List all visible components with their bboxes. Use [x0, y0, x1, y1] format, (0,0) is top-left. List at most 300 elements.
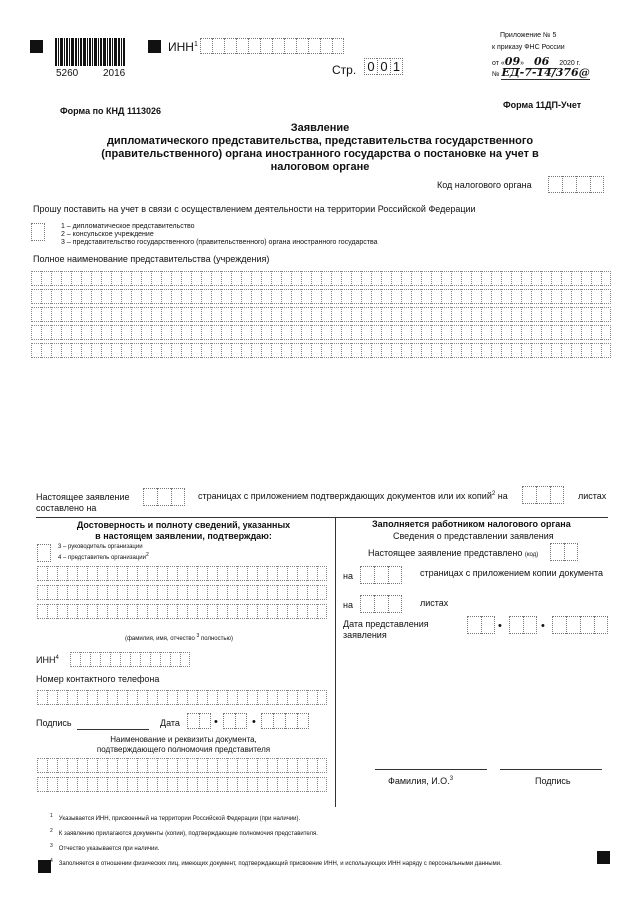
entry-cell[interactable]: [291, 271, 301, 286]
entry-cell[interactable]: [127, 758, 137, 773]
entry-cell[interactable]: [97, 690, 107, 705]
entry-cell[interactable]: [147, 566, 157, 581]
entry-cell[interactable]: [331, 325, 341, 340]
entry-cell[interactable]: [481, 271, 491, 286]
type-code-cell[interactable]: [31, 223, 45, 241]
entry-cell[interactable]: [207, 585, 217, 600]
entry-cell[interactable]: [571, 271, 581, 286]
entry-cell[interactable]: [81, 325, 91, 340]
presented-code-cells[interactable]: [550, 543, 578, 561]
entry-cell[interactable]: [91, 325, 101, 340]
sheets-count-cells[interactable]: [522, 486, 564, 504]
entry-cell[interactable]: [531, 289, 541, 304]
entry-cell[interactable]: [41, 343, 51, 358]
entry-cell[interactable]: [150, 652, 160, 667]
entry-cell[interactable]: [461, 307, 471, 322]
entry-cell[interactable]: [321, 271, 331, 286]
entry-cell[interactable]: [521, 325, 531, 340]
entry-cell[interactable]: [130, 652, 140, 667]
entry-cell[interactable]: [491, 289, 501, 304]
entry-cell[interactable]: [321, 325, 331, 340]
entry-cell[interactable]: [291, 343, 301, 358]
entry-cell[interactable]: [227, 777, 237, 792]
entry-cell[interactable]: [117, 566, 127, 581]
entry-cell[interactable]: [31, 271, 41, 286]
entry-cell[interactable]: [291, 289, 301, 304]
entry-cell[interactable]: [147, 585, 157, 600]
entry-cell[interactable]: [307, 604, 317, 619]
entry-cell[interactable]: [137, 604, 147, 619]
entry-cell[interactable]: [201, 325, 211, 340]
entry-cell[interactable]: [281, 325, 291, 340]
entry-cell[interactable]: [67, 585, 77, 600]
entry-cell[interactable]: [221, 307, 231, 322]
entry-cell[interactable]: [241, 307, 251, 322]
entry-cell[interactable]: [371, 325, 381, 340]
entry-cell[interactable]: [191, 325, 201, 340]
entry-cell[interactable]: [361, 343, 371, 358]
entry-cell[interactable]: [231, 325, 241, 340]
entry-cell[interactable]: [251, 307, 261, 322]
entry-cell[interactable]: [71, 271, 81, 286]
entry-cell[interactable]: [351, 271, 361, 286]
entry-cell[interactable]: [317, 585, 327, 600]
entry-cell[interactable]: [131, 343, 141, 358]
entry-cell[interactable]: [61, 307, 71, 322]
entry-cell[interactable]: [167, 690, 177, 705]
entry-cell[interactable]: [71, 289, 81, 304]
entry-cell[interactable]: [441, 343, 451, 358]
entry-cell[interactable]: [77, 604, 87, 619]
entry-cell[interactable]: [227, 566, 237, 581]
entry-cell[interactable]: [591, 289, 601, 304]
entry-cell[interactable]: [591, 343, 601, 358]
pages-count-cells[interactable]: [143, 488, 185, 506]
entry-cell[interactable]: [291, 325, 301, 340]
entry-cell[interactable]: [227, 758, 237, 773]
entry-cell[interactable]: [391, 343, 401, 358]
entry-cell[interactable]: [391, 307, 401, 322]
entry-cell[interactable]: [177, 777, 187, 792]
entry-cell[interactable]: [231, 343, 241, 358]
entry-cell[interactable]: [241, 343, 251, 358]
entry-cell[interactable]: [47, 585, 57, 600]
entry-cell[interactable]: [471, 343, 481, 358]
entry-cell[interactable]: [47, 777, 57, 792]
entry-cell[interactable]: [77, 758, 87, 773]
entry-cell[interactable]: [217, 566, 227, 581]
entry-cell[interactable]: [141, 343, 151, 358]
entry-cell[interactable]: [441, 289, 451, 304]
entry-cell[interactable]: [351, 289, 361, 304]
entry-cell[interactable]: [281, 307, 291, 322]
entry-cell[interactable]: [381, 307, 391, 322]
entry-cell[interactable]: [271, 325, 281, 340]
entry-cell[interactable]: [241, 271, 251, 286]
entry-cell[interactable]: [97, 758, 107, 773]
entry-cell[interactable]: [117, 690, 127, 705]
entry-cell[interactable]: [61, 343, 71, 358]
entry-cell[interactable]: [551, 343, 561, 358]
entry-cell[interactable]: [431, 325, 441, 340]
entry-cell[interactable]: [501, 325, 511, 340]
entry-cell[interactable]: [101, 271, 111, 286]
entry-cell[interactable]: [221, 343, 231, 358]
entry-cell[interactable]: [140, 652, 150, 667]
entry-cell[interactable]: [217, 758, 227, 773]
signature-line[interactable]: [77, 729, 149, 730]
entry-cell[interactable]: [151, 343, 161, 358]
entry-cell[interactable]: [287, 777, 297, 792]
entry-cell[interactable]: [87, 690, 97, 705]
entry-cell[interactable]: [371, 271, 381, 286]
entry-cell[interactable]: [161, 343, 171, 358]
entry-cell[interactable]: [207, 758, 217, 773]
entry-cell[interactable]: [100, 652, 110, 667]
entry-cell[interactable]: [591, 307, 601, 322]
entry-cell[interactable]: [287, 566, 297, 581]
entry-cell[interactable]: [51, 325, 61, 340]
entry-cell[interactable]: [157, 690, 167, 705]
entry-cell[interactable]: [311, 271, 321, 286]
entry-cell[interactable]: [70, 652, 80, 667]
entry-cell[interactable]: [137, 566, 147, 581]
entry-cell[interactable]: [51, 343, 61, 358]
entry-cell[interactable]: [81, 289, 91, 304]
entry-cell[interactable]: [80, 652, 90, 667]
entry-cell[interactable]: [127, 604, 137, 619]
entry-cell[interactable]: [97, 777, 107, 792]
entry-cell[interactable]: [561, 325, 571, 340]
entry-cell[interactable]: [287, 585, 297, 600]
entry-cell[interactable]: [81, 271, 91, 286]
entry-cell[interactable]: [201, 343, 211, 358]
entry-cell[interactable]: [481, 307, 491, 322]
entry-cell[interactable]: [297, 777, 307, 792]
entry-cell[interactable]: [201, 289, 211, 304]
entry-cell[interactable]: [311, 307, 321, 322]
entry-cell[interactable]: [401, 307, 411, 322]
entry-cell[interactable]: [267, 566, 277, 581]
entry-cell[interactable]: [411, 307, 421, 322]
entry-cell[interactable]: [571, 307, 581, 322]
entry-cell[interactable]: [251, 325, 261, 340]
entry-cell[interactable]: [121, 271, 131, 286]
entry-cell[interactable]: [481, 325, 491, 340]
entry-cell[interactable]: [171, 307, 181, 322]
entry-cell[interactable]: [511, 343, 521, 358]
entry-cell[interactable]: [197, 604, 207, 619]
entry-cell[interactable]: [157, 585, 167, 600]
entry-cell[interactable]: [47, 604, 57, 619]
entry-cell[interactable]: [361, 307, 371, 322]
entry-cell[interactable]: [127, 585, 137, 600]
entry-cell[interactable]: [141, 271, 151, 286]
entry-cell[interactable]: [67, 690, 77, 705]
entry-cell[interactable]: [121, 325, 131, 340]
entry-cell[interactable]: [267, 690, 277, 705]
entry-cell[interactable]: [37, 604, 47, 619]
entry-cell[interactable]: [307, 566, 317, 581]
entry-cell[interactable]: [521, 343, 531, 358]
entry-cell[interactable]: [167, 604, 177, 619]
entry-cell[interactable]: [561, 307, 571, 322]
entry-cell[interactable]: [127, 566, 137, 581]
entry-cell[interactable]: [187, 777, 197, 792]
entry-cell[interactable]: [157, 604, 167, 619]
entry-cell[interactable]: [341, 271, 351, 286]
entry-cell[interactable]: [281, 271, 291, 286]
entry-cell[interactable]: [541, 307, 551, 322]
entry-cell[interactable]: [57, 758, 67, 773]
entry-cell[interactable]: [187, 758, 197, 773]
entry-cell[interactable]: [110, 652, 120, 667]
entry-cell[interactable]: [381, 271, 391, 286]
entry-cell[interactable]: [267, 777, 277, 792]
entry-cell[interactable]: [591, 271, 601, 286]
entry-cell[interactable]: [111, 325, 121, 340]
entry-cell[interactable]: [551, 289, 561, 304]
entry-cell[interactable]: [277, 758, 287, 773]
entry-cell[interactable]: [301, 343, 311, 358]
entry-cell[interactable]: [67, 777, 77, 792]
entry-cell[interactable]: [601, 271, 611, 286]
entry-cell[interactable]: [317, 777, 327, 792]
entry-cell[interactable]: [181, 289, 191, 304]
entry-cell[interactable]: [107, 604, 117, 619]
entry-cell[interactable]: [51, 271, 61, 286]
entry-cell[interactable]: [441, 307, 451, 322]
entry-cell[interactable]: [341, 307, 351, 322]
entry-cell[interactable]: [161, 307, 171, 322]
entry-cell[interactable]: [471, 325, 481, 340]
entry-cell[interactable]: [261, 289, 271, 304]
entry-cell[interactable]: [501, 289, 511, 304]
entry-cell[interactable]: [297, 566, 307, 581]
entry-cell[interactable]: [31, 289, 41, 304]
entry-cell[interactable]: [441, 271, 451, 286]
entry-cell[interactable]: [297, 585, 307, 600]
entry-cell[interactable]: [211, 271, 221, 286]
entry-cell[interactable]: [181, 307, 191, 322]
entry-cell[interactable]: [131, 271, 141, 286]
entry-cell[interactable]: [491, 325, 501, 340]
entry-cell[interactable]: [197, 777, 207, 792]
entry-cell[interactable]: [187, 585, 197, 600]
entry-cell[interactable]: [121, 307, 131, 322]
entry-cell[interactable]: [251, 271, 261, 286]
entry-cell[interactable]: [107, 690, 117, 705]
signer-inn-cells[interactable]: [70, 652, 190, 667]
entry-cell[interactable]: [191, 307, 201, 322]
entry-cell[interactable]: [41, 325, 51, 340]
entry-cell[interactable]: [521, 289, 531, 304]
entry-cell[interactable]: [257, 566, 267, 581]
entry-cell[interactable]: [321, 289, 331, 304]
entry-cell[interactable]: [131, 325, 141, 340]
entry-cell[interactable]: [77, 566, 87, 581]
entry-cell[interactable]: [67, 566, 77, 581]
tax-code-cells[interactable]: [548, 176, 604, 193]
entry-cell[interactable]: [87, 604, 97, 619]
entry-cell[interactable]: [37, 690, 47, 705]
entry-cell[interactable]: [221, 271, 231, 286]
entry-cell[interactable]: [431, 343, 441, 358]
entry-cell[interactable]: [117, 777, 127, 792]
entry-cell[interactable]: [141, 325, 151, 340]
entry-cell[interactable]: [187, 604, 197, 619]
entry-cell[interactable]: [581, 343, 591, 358]
entry-cell[interactable]: [171, 343, 181, 358]
entry-cell[interactable]: [381, 289, 391, 304]
signer-type-cell[interactable]: [37, 544, 51, 562]
entry-cell[interactable]: [411, 289, 421, 304]
entry-cell[interactable]: [281, 289, 291, 304]
entry-cell[interactable]: [307, 690, 317, 705]
entry-cell[interactable]: [257, 585, 267, 600]
entry-cell[interactable]: [321, 307, 331, 322]
entry-cell[interactable]: [227, 585, 237, 600]
entry-cell[interactable]: [67, 604, 77, 619]
entry-cell[interactable]: [581, 271, 591, 286]
entry-cell[interactable]: [601, 325, 611, 340]
entry-cell[interactable]: [111, 289, 121, 304]
entry-cell[interactable]: [451, 289, 461, 304]
entry-cell[interactable]: [117, 585, 127, 600]
entry-cell[interactable]: [201, 307, 211, 322]
entry-cell[interactable]: [291, 307, 301, 322]
entry-cell[interactable]: [301, 271, 311, 286]
entry-cell[interactable]: [491, 307, 501, 322]
entry-cell[interactable]: [271, 343, 281, 358]
entry-cell[interactable]: [57, 690, 67, 705]
entry-cell[interactable]: [97, 604, 107, 619]
entry-cell[interactable]: [311, 343, 321, 358]
entry-cell[interactable]: [297, 758, 307, 773]
entry-cell[interactable]: [271, 307, 281, 322]
entry-cell[interactable]: [111, 307, 121, 322]
entry-cell[interactable]: [511, 271, 521, 286]
entry-cell[interactable]: [511, 325, 521, 340]
entry-cell[interactable]: [120, 652, 130, 667]
entry-cell[interactable]: [147, 758, 157, 773]
entry-cell[interactable]: [381, 343, 391, 358]
entry-cell[interactable]: [227, 604, 237, 619]
entry-cell[interactable]: [331, 289, 341, 304]
entry-cell[interactable]: [361, 325, 371, 340]
entry-cell[interactable]: [401, 271, 411, 286]
entry-cell[interactable]: [147, 604, 157, 619]
entry-cell[interactable]: [421, 271, 431, 286]
entry-cell[interactable]: [211, 307, 221, 322]
entry-cell[interactable]: [181, 271, 191, 286]
entry-cell[interactable]: [391, 289, 401, 304]
entry-cell[interactable]: [521, 271, 531, 286]
entry-cell[interactable]: [151, 307, 161, 322]
entry-cell[interactable]: [87, 777, 97, 792]
entry-cell[interactable]: [77, 585, 87, 600]
entry-cell[interactable]: [137, 758, 147, 773]
entry-cell[interactable]: [571, 325, 581, 340]
entry-cell[interactable]: [257, 777, 267, 792]
entry-cell[interactable]: [91, 343, 101, 358]
entry-cell[interactable]: [111, 343, 121, 358]
entry-cell[interactable]: [91, 271, 101, 286]
entry-cell[interactable]: [207, 566, 217, 581]
entry-cell[interactable]: [391, 325, 401, 340]
entry-cell[interactable]: [237, 566, 247, 581]
entry-cell[interactable]: [37, 777, 47, 792]
entry-cell[interactable]: [201, 271, 211, 286]
entry-cell[interactable]: [231, 271, 241, 286]
entry-cell[interactable]: [207, 777, 217, 792]
entry-cell[interactable]: [431, 271, 441, 286]
entry-cell[interactable]: [341, 343, 351, 358]
entry-cell[interactable]: [197, 690, 207, 705]
entry-cell[interactable]: [471, 271, 481, 286]
officer-fio-line[interactable]: [375, 769, 487, 770]
entry-cell[interactable]: [211, 289, 221, 304]
entry-cell[interactable]: [127, 777, 137, 792]
entry-cell[interactable]: [151, 271, 161, 286]
entry-cell[interactable]: [321, 343, 331, 358]
entry-cell[interactable]: [177, 690, 187, 705]
entry-cell[interactable]: [317, 690, 327, 705]
entry-cell[interactable]: [137, 777, 147, 792]
entry-cell[interactable]: [421, 307, 431, 322]
entry-cell[interactable]: [331, 307, 341, 322]
entry-cell[interactable]: [461, 325, 471, 340]
doc-grid[interactable]: [37, 758, 327, 792]
entry-cell[interactable]: [91, 289, 101, 304]
entry-cell[interactable]: [167, 585, 177, 600]
entry-cell[interactable]: [147, 777, 157, 792]
right-sheets-cells[interactable]: [360, 595, 402, 613]
entry-cell[interactable]: [57, 585, 67, 600]
entry-cell[interactable]: [37, 585, 47, 600]
entry-cell[interactable]: [61, 271, 71, 286]
entry-cell[interactable]: [461, 271, 471, 286]
entry-cell[interactable]: [197, 758, 207, 773]
entry-cell[interactable]: [71, 307, 81, 322]
entry-cell[interactable]: [257, 604, 267, 619]
entry-cell[interactable]: [161, 271, 171, 286]
entry-cell[interactable]: [87, 758, 97, 773]
entry-cell[interactable]: [41, 307, 51, 322]
entry-cell[interactable]: [47, 566, 57, 581]
entry-cell[interactable]: [191, 343, 201, 358]
entry-cell[interactable]: [191, 289, 201, 304]
entry-cell[interactable]: [127, 690, 137, 705]
entry-cell[interactable]: [237, 604, 247, 619]
entry-cell[interactable]: [297, 604, 307, 619]
entry-cell[interactable]: [217, 777, 227, 792]
entry-cell[interactable]: [177, 758, 187, 773]
signer-date-day[interactable]: [187, 713, 211, 729]
entry-cell[interactable]: [157, 777, 167, 792]
entry-cell[interactable]: [491, 343, 501, 358]
entry-cell[interactable]: [551, 325, 561, 340]
entry-cell[interactable]: [261, 343, 271, 358]
entry-cell[interactable]: [101, 325, 111, 340]
entry-cell[interactable]: [57, 604, 67, 619]
entry-cell[interactable]: [601, 307, 611, 322]
entry-cell[interactable]: [521, 307, 531, 322]
entry-cell[interactable]: [187, 690, 197, 705]
entry-cell[interactable]: [161, 325, 171, 340]
entry-cell[interactable]: [461, 343, 471, 358]
entry-cell[interactable]: [131, 307, 141, 322]
